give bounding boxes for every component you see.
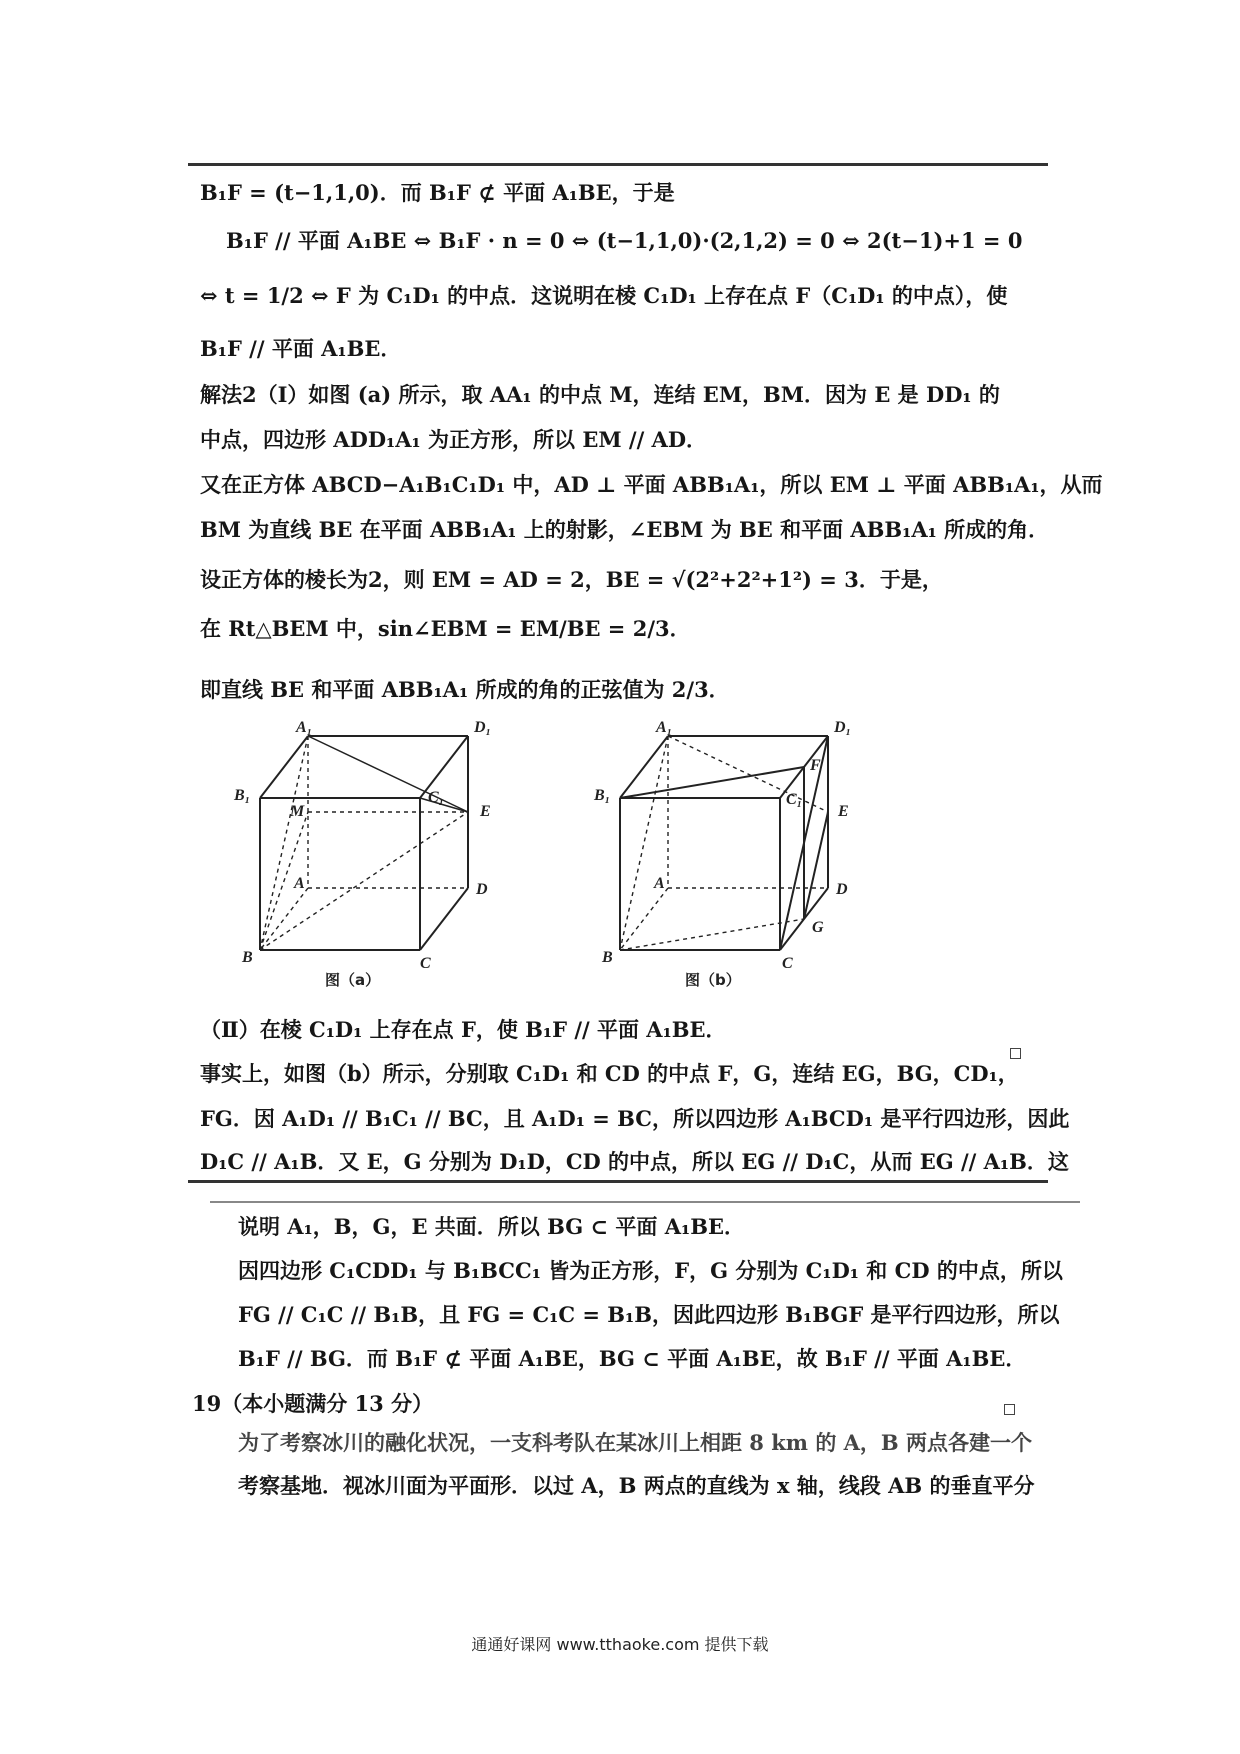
label-b-F: F (810, 757, 821, 774)
text-line-12: （Ⅱ）在棱 C₁D₁ 上存在点 F，使 B₁F // 平面 A₁BE． (200, 1017, 727, 1042)
figure-a (260, 736, 468, 950)
label-a-A1: A₁ (296, 720, 313, 736)
label-b-G: G (812, 919, 824, 936)
text-line-19: B₁F // BG．而 B₁F ⊄ 平面 A₁BE，BG ⊂ 平面 A₁BE，故 B₁F // 平面 A₁BE． (238, 1346, 1027, 1371)
text-line-21: 为了考察冰川的融化状况，一支科考队在某冰川上相距 8 km 的 A，B 两点各建一个 (238, 1430, 1032, 1455)
text-line-18: FG // C₁C // B₁B，且 FG = C₁C = B₁B，因此四边形 B₁BGF 是平行四边形，所以 (238, 1302, 1060, 1327)
text-line-4: B₁F // 平面 A₁BE． (200, 336, 402, 361)
figure-b (620, 736, 828, 950)
page-break-rule (188, 1180, 1048, 1183)
label-a-B: B (242, 949, 253, 966)
figure-a-caption: 图（a） (325, 971, 381, 989)
page-footer: 通通好课网 www.tthaoke.com 提供下载 (471, 1635, 769, 1654)
figure-b-caption: 图（b） (685, 971, 741, 989)
top-rule (188, 163, 1048, 166)
label-a-E: E (480, 803, 491, 820)
text-line-1: B₁F = (t−1,1,0)．而 B₁F ⊄ 平面 A₁BE，于是 (200, 180, 675, 205)
text-line-13: 事实上，如图（b）所示，分别取 C₁D₁ 和 CD 的中点 F，G，连结 EG，BG，CD₁， (200, 1061, 1019, 1086)
text-line-9: 设正方体的棱长为2，则 EM = AD = 2，BE = √(2²+2²+1²) = 3．于是， (200, 567, 943, 592)
text-line-3: ⇔ t = 1/2 ⇔ F 为 C₁D₁ 的中点．这说明在棱 C₁D₁ 上存在点 F（C₁D₁ 的中点），使 (200, 283, 1008, 308)
label-b-A1: A₁ (656, 720, 673, 736)
text-line-5: 解法2（Ⅰ）如图 (a) 所示，取 AA₁ 的中点 M，连结 EM，BM．因为 E 是 DD₁ 的 (200, 382, 1000, 407)
label-a-A: A (294, 875, 305, 892)
label-a-D: D (476, 881, 488, 898)
label-b-D: D (836, 881, 848, 898)
text-line-14: FG．因 A₁D₁ // B₁C₁ // BC，且 A₁D₁ = BC，所以四边形 A₁BCD₁ 是平行四边形，因此 (200, 1106, 1070, 1131)
cube-figures (200, 720, 900, 1010)
label-b-B1: B₁ (594, 787, 611, 804)
text-line-8: BM 为直线 BE 在平面 ABB₁A₁ 上的射影，∠EBM 为 BE 和平面 ABB₁A₁ 所成的角． (200, 517, 1050, 542)
label-a-C1: C₁ (428, 789, 445, 806)
text-line-7: 又在正方体 ABCD−A₁B₁C₁D₁ 中，AD ⊥ 平面 ABB₁A₁，所以 EM ⊥ 平面 ABB₁A₁，从而 (200, 472, 1103, 497)
text-line-6: 中点，四边形 ADD₁A₁ 为正方形，所以 EM // AD． (200, 427, 708, 452)
text-line-15: D₁C // A₁B．又 E，G 分别为 D₁D，CD 的中点，所以 EG // D₁C，从而 EG // A₁B．这 (200, 1149, 1069, 1174)
cube-figures-svg (200, 720, 900, 1010)
scan-mark-2 (1004, 1404, 1015, 1415)
label-a-M: M (290, 803, 305, 820)
text-line-10: 在 Rt△BEM 中，sin∠EBM = EM/BE = 2/3． (200, 616, 691, 641)
text-line-11: 即直线 BE 和平面 ABB₁A₁ 所成的角的正弦值为 2/3． (200, 677, 730, 702)
text-line-2: B₁F // 平面 A₁BE ⇔ B₁F · n = 0 ⇔ (t−1,1,0)·(2,1,2) = 0 ⇔ 2(t−1)+1 = 0 (226, 228, 1023, 253)
label-b-E: E (838, 803, 849, 820)
label-b-D1: D₁ (834, 720, 852, 736)
label-a-D1: D₁ (474, 720, 492, 736)
text-line-22: 考察基地．视冰川面为平面形．以过 A，B 两点的直线为 x 轴，线段 AB 的垂直平分 (238, 1473, 1035, 1498)
label-b-C: C (782, 955, 793, 972)
label-a-C: C (420, 955, 431, 972)
scan-mark (1010, 1048, 1021, 1059)
label-b-A: A (654, 875, 665, 892)
label-a-B1: B₁ (234, 787, 251, 804)
figure-a-labels (233, 720, 491, 989)
text-line-17: 因四边形 C₁CDD₁ 与 B₁BCC₁ 皆为正方形，F，G 分别为 C₁D₁ 和 CD 的中点，所以 (238, 1258, 1063, 1283)
label-b-C1: C₁ (786, 791, 803, 808)
page-break-rule-2 (210, 1201, 1080, 1203)
text-line-16: 说明 A₁，B，G，E 共面．所以 BG ⊂ 平面 A₁BE． (238, 1214, 745, 1239)
label-b-B: B (602, 949, 613, 966)
text-line-20: 19（本小题满分 13 分） (192, 1391, 434, 1416)
